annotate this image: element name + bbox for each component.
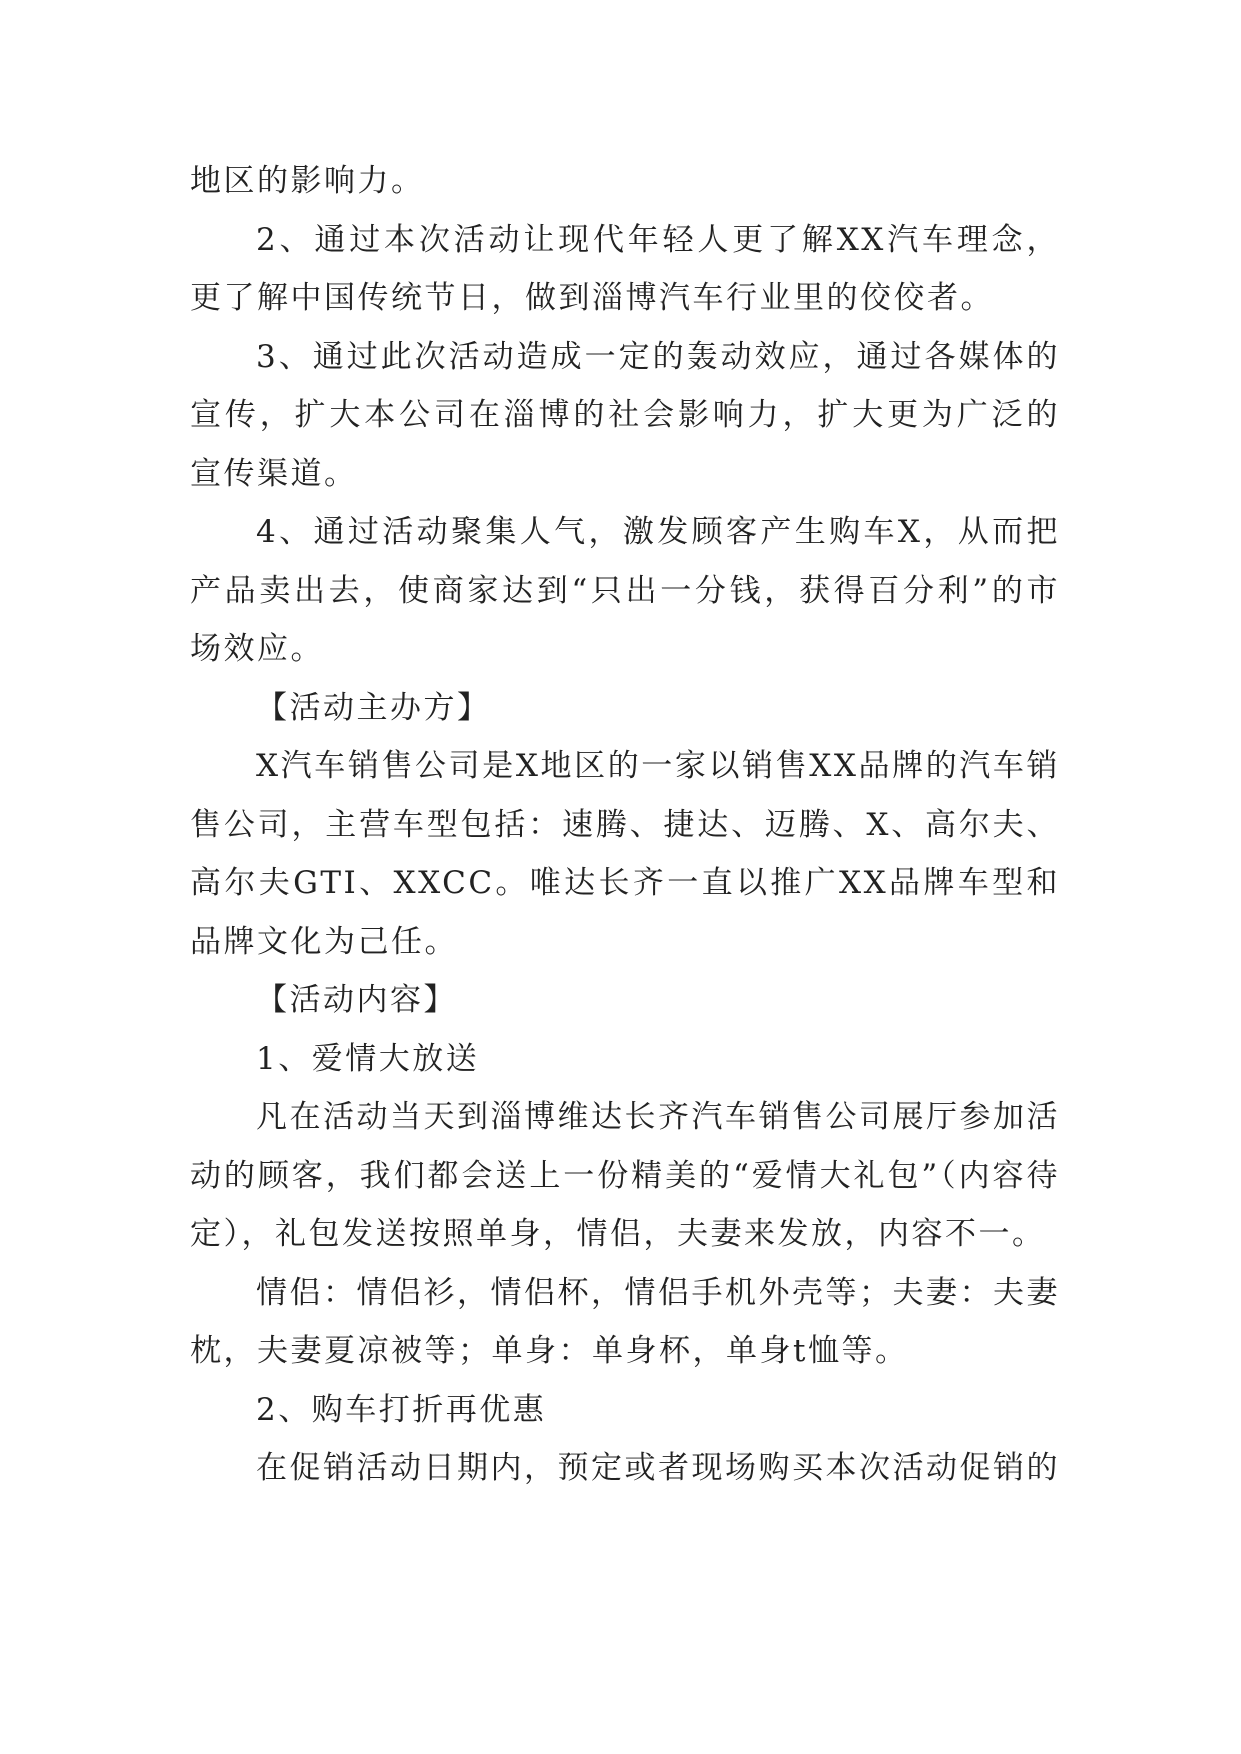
section-heading-content: 【活动内容】 (256, 982, 457, 1018)
document-body (190, 152, 1060, 1498)
subheading-discount: 2、购车打折再优惠 (256, 1391, 547, 1428)
paragraph-goal-2: 2、通过本次活动让现代年轻人更了解XX汽车理念，更了解中国传统节日，做到淄博汽车行业里的佼佼者。 (190, 221, 1060, 316)
paragraph-discount: 在促销活动日期内，预定或者现场购买本次活动促销的 (256, 1450, 1060, 1486)
paragraph-gift-details: 情侣：情侣衫，情侣杯，情侣手机外壳等；夫妻：夫妻枕，夫妻夏凉被等；单身：单身杯，单身t恤等。 (190, 1274, 1060, 1369)
paragraph-organizer: X汽车销售公司是X地区的一家以销售XX品牌的汽车销售公司，主营车型包括：速腾、捷达、迈腾、X、高尔夫、高尔夫GTI、XXCC。唯达长齐一直以推广XX品牌车型和品牌文化为己任。 (190, 748, 1060, 960)
section-heading-organizer: 【活动主办方】 (256, 689, 491, 726)
subheading-love-gift: 1、爱情大放送 (256, 1040, 480, 1077)
paragraph-goal-3: 3、通过此次活动造成一定的轰动效应，通过各媒体的宣传，扩大本公司在淄博的社会影响力，扩大更为广泛的宣传渠道。 (190, 338, 1060, 492)
paragraph-continuation: 地区的影响力。 (190, 163, 425, 199)
paragraph-love-gift: 凡在活动当天到淄博维达长齐汽车销售公司展厅参加活动的顾客，我们都会送上一份精美的“爱情大礼包”（内容待定），礼包发送按照单身，情侣，夫妻来发放，内容不一。 (190, 1099, 1060, 1252)
paragraph-goal-4: 4、通过活动聚集人气，激发顾客产生购车X，从而把产品卖出去，使商家达到“只出一分钱，获得百分利”的市场效应。 (190, 514, 1060, 667)
